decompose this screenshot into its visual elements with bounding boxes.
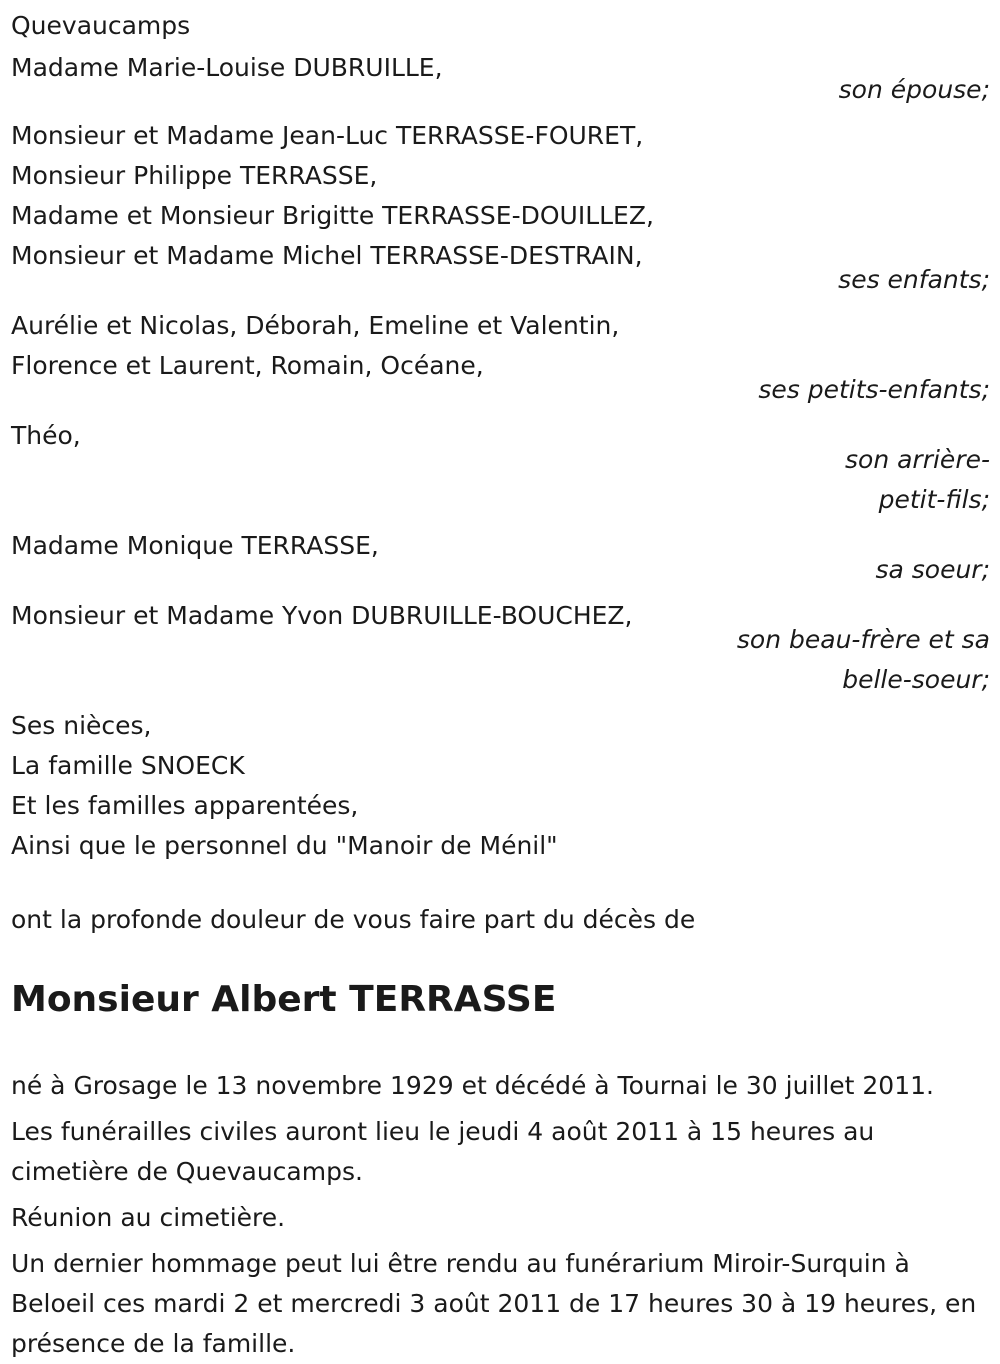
family-name-line: Monsieur et Madame Yvon DUBRUILLE-BOUCHEZ, bbox=[11, 601, 633, 630]
family-group-great-grandson bbox=[11, 416, 990, 520]
funeral-text: Les funérailles civiles auront lieu le jeudi 4 août 2011 à 15 heures au cimetière de Quevaucamps. bbox=[11, 1117, 875, 1186]
other-relatives bbox=[11, 706, 990, 866]
family-group-in-laws bbox=[11, 596, 990, 700]
other-relatives-line: Ses nièces, bbox=[11, 711, 152, 740]
family-group-grandchildren bbox=[11, 306, 990, 410]
family-name-line: Monsieur et Madame Jean-Luc TERRASSE-FOURET, bbox=[11, 121, 644, 150]
relation-label: sa soeur; bbox=[875, 555, 990, 584]
location: Quevaucamps bbox=[11, 11, 191, 40]
family-group-spouse bbox=[11, 48, 990, 110]
family-name-line: Monsieur Philippe TERRASSE, bbox=[11, 161, 378, 190]
relation-label: ses petits-enfants; bbox=[758, 375, 990, 404]
deceased-name: Monsieur Albert TERRASSE bbox=[11, 979, 557, 1020]
relation-label: son arrière- bbox=[845, 445, 990, 474]
tribute-text: Un dernier hommage peut lui être rendu au funérarium Miroir-Surquin à Beloeil ces mardi 2 et mercredi 3 août 2011 de 17 heures 30 à 19 heures, en présence de la famille. bbox=[11, 1249, 977, 1358]
family-name-line: Madame et Monsieur Brigitte TERRASSE-DOUILLEZ, bbox=[11, 201, 654, 230]
family-name-line: Aurélie et Nicolas, Déborah, Emeline et Valentin, bbox=[11, 311, 620, 340]
birth-death-text: né à Grosage le 13 novembre 1929 et décédé à Tournai le 30 juillet 2011. bbox=[11, 1071, 934, 1100]
relation-label: son beau-frère et sa bbox=[736, 625, 990, 654]
other-relatives-line: La famille SNOECK bbox=[11, 751, 245, 780]
announcement-text: ont la profonde douleur de vous faire part du décès de bbox=[11, 905, 696, 934]
family-name-line: Madame Monique TERRASSE, bbox=[11, 531, 379, 560]
family-name-line: Théo, bbox=[11, 421, 81, 450]
relation-label: belle-soeur; bbox=[842, 665, 990, 694]
family-name-line: Madame Marie-Louise DUBRUILLE, bbox=[11, 53, 443, 82]
other-relatives-line: Ainsi que le personnel du "Manoir de Ménil" bbox=[11, 831, 558, 860]
family-name-line: Monsieur et Madame Michel TERRASSE-DESTRAIN, bbox=[11, 241, 643, 270]
relation-label: son épouse; bbox=[838, 75, 990, 104]
family-group-sister bbox=[11, 526, 990, 590]
other-relatives-line: Et les familles apparentées, bbox=[11, 791, 359, 820]
relation-label: petit-fils; bbox=[878, 485, 990, 514]
meeting-text: Réunion au cimetière. bbox=[11, 1203, 286, 1232]
relation-label: ses enfants; bbox=[838, 265, 990, 294]
family-name-line: Florence et Laurent, Romain, Océane, bbox=[11, 351, 484, 380]
family-group-children bbox=[11, 116, 990, 300]
